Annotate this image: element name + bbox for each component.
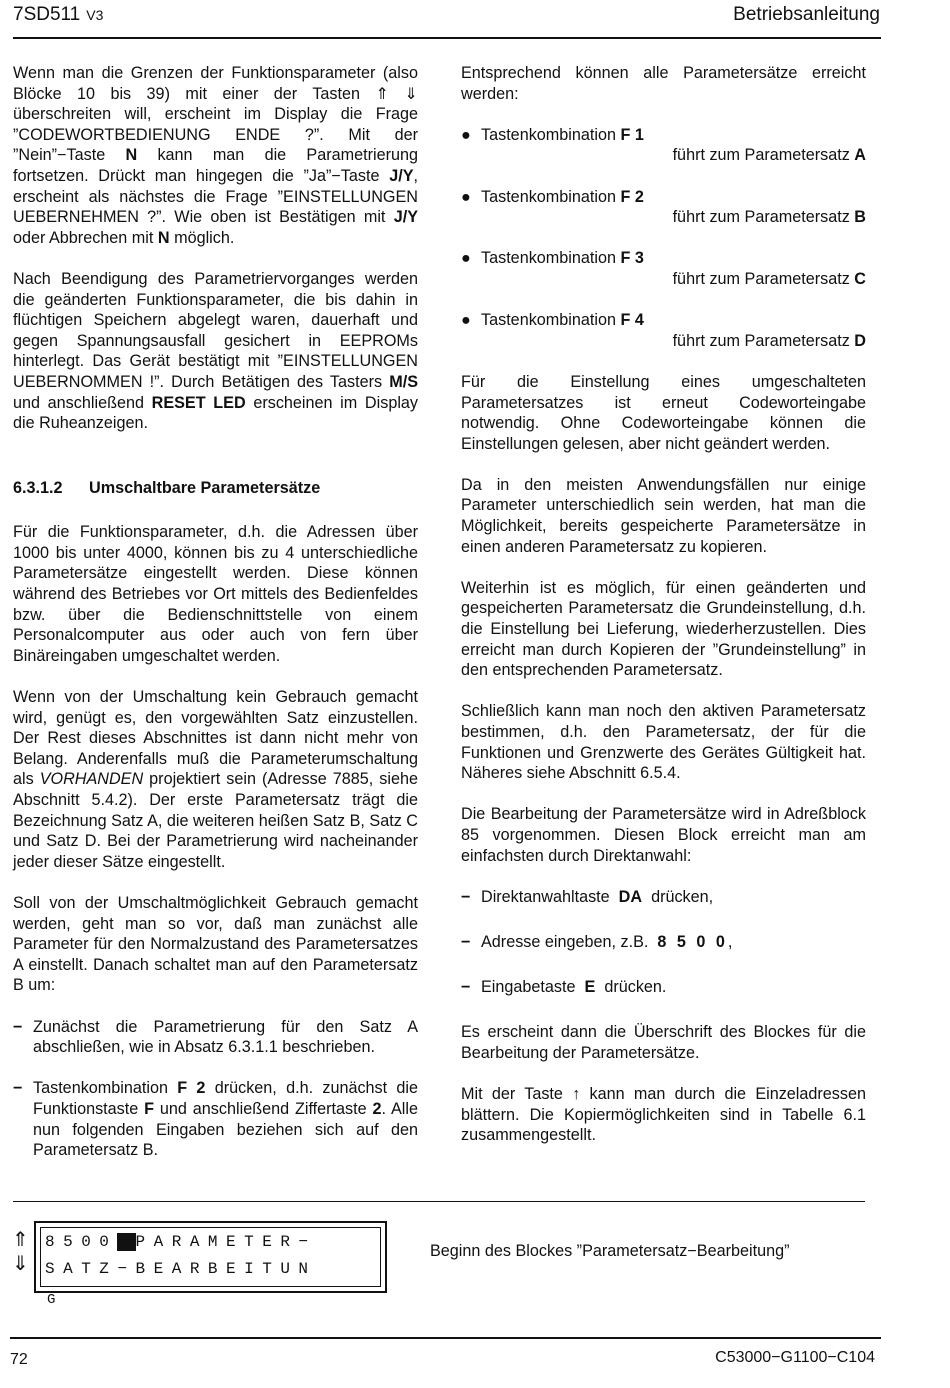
lcd-overflow: G: [47, 1292, 56, 1308]
header-title: Betriebsanleitung: [733, 4, 880, 25]
list-item: ● Tastenkombination F 3 führt zum Parametersatz C: [461, 249, 866, 288]
list-item: ● Tastenkombination F 2 führt zum Parametersatz B: [461, 187, 866, 227]
paragraph: Nach Beendigung des Parametriervorganges werden die geänderten Funktionsparameter, die bis dahin in flüchtigen Speichern abgelegt waren, dauerhaft und gegen Spannungsausfall gesichert in EEPROMs hinterlegt. Das Gerät bestätigt mit ”EINSTELLUNGEN UEBERNOMMEN !”. Durch Betätigen des Tasters M/S und anschließend RESET LED erscheinen im Display die Ruheanzeigen.: [13, 269, 419, 433]
document-code: C53000−G1100−C104: [715, 1349, 875, 1366]
header-rule: [13, 37, 881, 39]
page-number: 72: [10, 1351, 28, 1368]
list-item: − Direktanwahltaste DA drücken,: [461, 887, 714, 906]
footer-rule: [10, 1337, 881, 1339]
list-item: − Tastenkombination F 2 drücken, d.h. zunächst die Funktionstaste F und anschließend Ziffertaste 2. Alle nun folgenden Eingaben beziehen sich auf den Parametersatz B.: [13, 1079, 419, 1160]
list-item: ● Tastenkombination F 4 führt zum Parametersatz D: [461, 311, 866, 350]
up-down-arrow-icon: ⇑⇓: [12, 1229, 29, 1275]
paragraph: Für die Einstellung eines umgeschalteten Parametersatzes ist erneut Codeworteingabe notwendig. Ohne Codeworteingabe können die Einstellungen gelesen, aber nicht geändert werden.: [461, 372, 866, 453]
header-version: V3: [86, 7, 104, 23]
paragraph: Für die Funktionsparameter, d.h. die Adressen über 1000 bis unter 4000, können bis zu 4 unterschiedliche Parametersätze eingestellt werden. Diese können während des Betriebes vor Ort mittels des Bedienfeldes bzw. über die Bedienschnittstelle von einem Personalcomputer aus oder auch von fern über Binäreingaben umgeschaltet werden.: [13, 523, 418, 665]
paragraph: Wenn man die Grenzen der Funktionsparameter (also Blöcke 10 bis 39) mit einer der Tasten ⇑ ⇓ überschreiten will, erscheint im Display die Frage ”CODEWORTBEDIENUNG ENDE ?”. Mit der ”Nein”−Taste N kann man die Parametrierung fortsetzen. Drückt man hingegen die ”Ja”−Taste J/Y, erscheint als nächstes die Frage ”EINSTELLUNGEN UEBERNEHMEN ?”. Wie oben ist Bestätigen mit J/Y oder Abbrechen mit N möglich.: [13, 64, 418, 247]
list-item: − Zunächst die Parametrierung für den Satz A abschließen, wie in Absatz 6.3.1.1 beschrieben.: [13, 1017, 418, 1057]
lcd-line-2: SATZ−BEARBEITUN: [45, 1260, 317, 1278]
lcd-display: [34, 1221, 387, 1293]
paragraph: Schließlich kann man noch den aktiven Parametersatz bestimmen, d.h. den Parametersatz, der für die Funktionen und Grenzwerte des Gerätes Gültigkeit hat. Näheres siehe Abschnitt 6.5.4.: [461, 702, 866, 783]
section-rule: [13, 1201, 865, 1202]
lcd-line-1: 8500XPARAMETER−: [45, 1233, 317, 1251]
section-heading: 6.3.1.2 Umschaltbare Parametersätze: [13, 478, 321, 497]
paragraph: Weiterhin ist es möglich, für einen geänderten und gespeicherten Parametersatz die Grundeinstellung, d.h. die Einstellung bei Lieferung, wiederherzustellen. Dies erreicht man durch Kopieren der ”Grundeinstellung” in den entsprechenden Parametersatz.: [461, 578, 866, 680]
paragraph: Mit der Taste ↑ kann man durch die Einzeladressen blättern. Die Kopiermöglichkeiten sind in Tabelle 6.1 zusammengestellt.: [461, 1085, 866, 1145]
left-column: [13, 63, 418, 1181]
display-caption: Beginn des Blockes ”Parametersatz−Bearbeitung”: [430, 1242, 790, 1260]
right-column: [461, 63, 866, 1166]
paragraph: Entsprechend können alle Parametersätze erreicht werden:: [461, 64, 866, 103]
paragraph: Soll von der Umschaltmöglichkeit Gebrauch gemacht werden, geht man so vor, daß man zunächst alle Parameter für den Normalzustand des Parametersatzes A einstellt. Danach schaltet man auf den Parametersatz B um:: [13, 893, 418, 995]
header-model: 7SD511 V3: [13, 4, 104, 25]
list-item: ● Tastenkombination F 1 führt zum Parametersatz A: [461, 125, 866, 165]
paragraph: Wenn von der Umschaltung kein Gebrauch gemacht wird, genügt es, den vorgewählten Satz einzustellen. Der Rest dieses Abschnittes ist dann nicht mehr von Belang. Anderenfalls muß die Parameterumschaltung als VORHANDEN projektiert sein (Adresse 7885, siehe Abschnitt 5.4.2). Der erste Parametersatz trägt die Bezeichnung Satz A, die weiteren heißen Satz B, Satz C und Satz D. Bei der Parametrierung wird nacheinander jeder dieser Sätze eingestellt.: [13, 688, 418, 871]
paragraph: Da in den meisten Anwendungsfällen nur einige Parameter unterschiedlich sein werden, hat man die Möglichkeit, bereits gespeicherte Parametersätze in einen anderen Parametersatz zu kopieren.: [461, 475, 866, 556]
paragraph: Es erscheint dann die Überschrift des Blockes für die Bearbeitung der Parametersätze.: [461, 1023, 866, 1062]
paragraph: Die Bearbeitung der Parametersätze wird in Adreßblock 85 vorgenommen. Diesen Block erreicht man am einfachsten durch Direktanwahl:: [461, 805, 866, 865]
list-item: − Eingabetaste E drücken.: [461, 978, 667, 997]
list-item: − Adresse eingeben, z.B. 8 5 0 0,: [461, 932, 733, 951]
